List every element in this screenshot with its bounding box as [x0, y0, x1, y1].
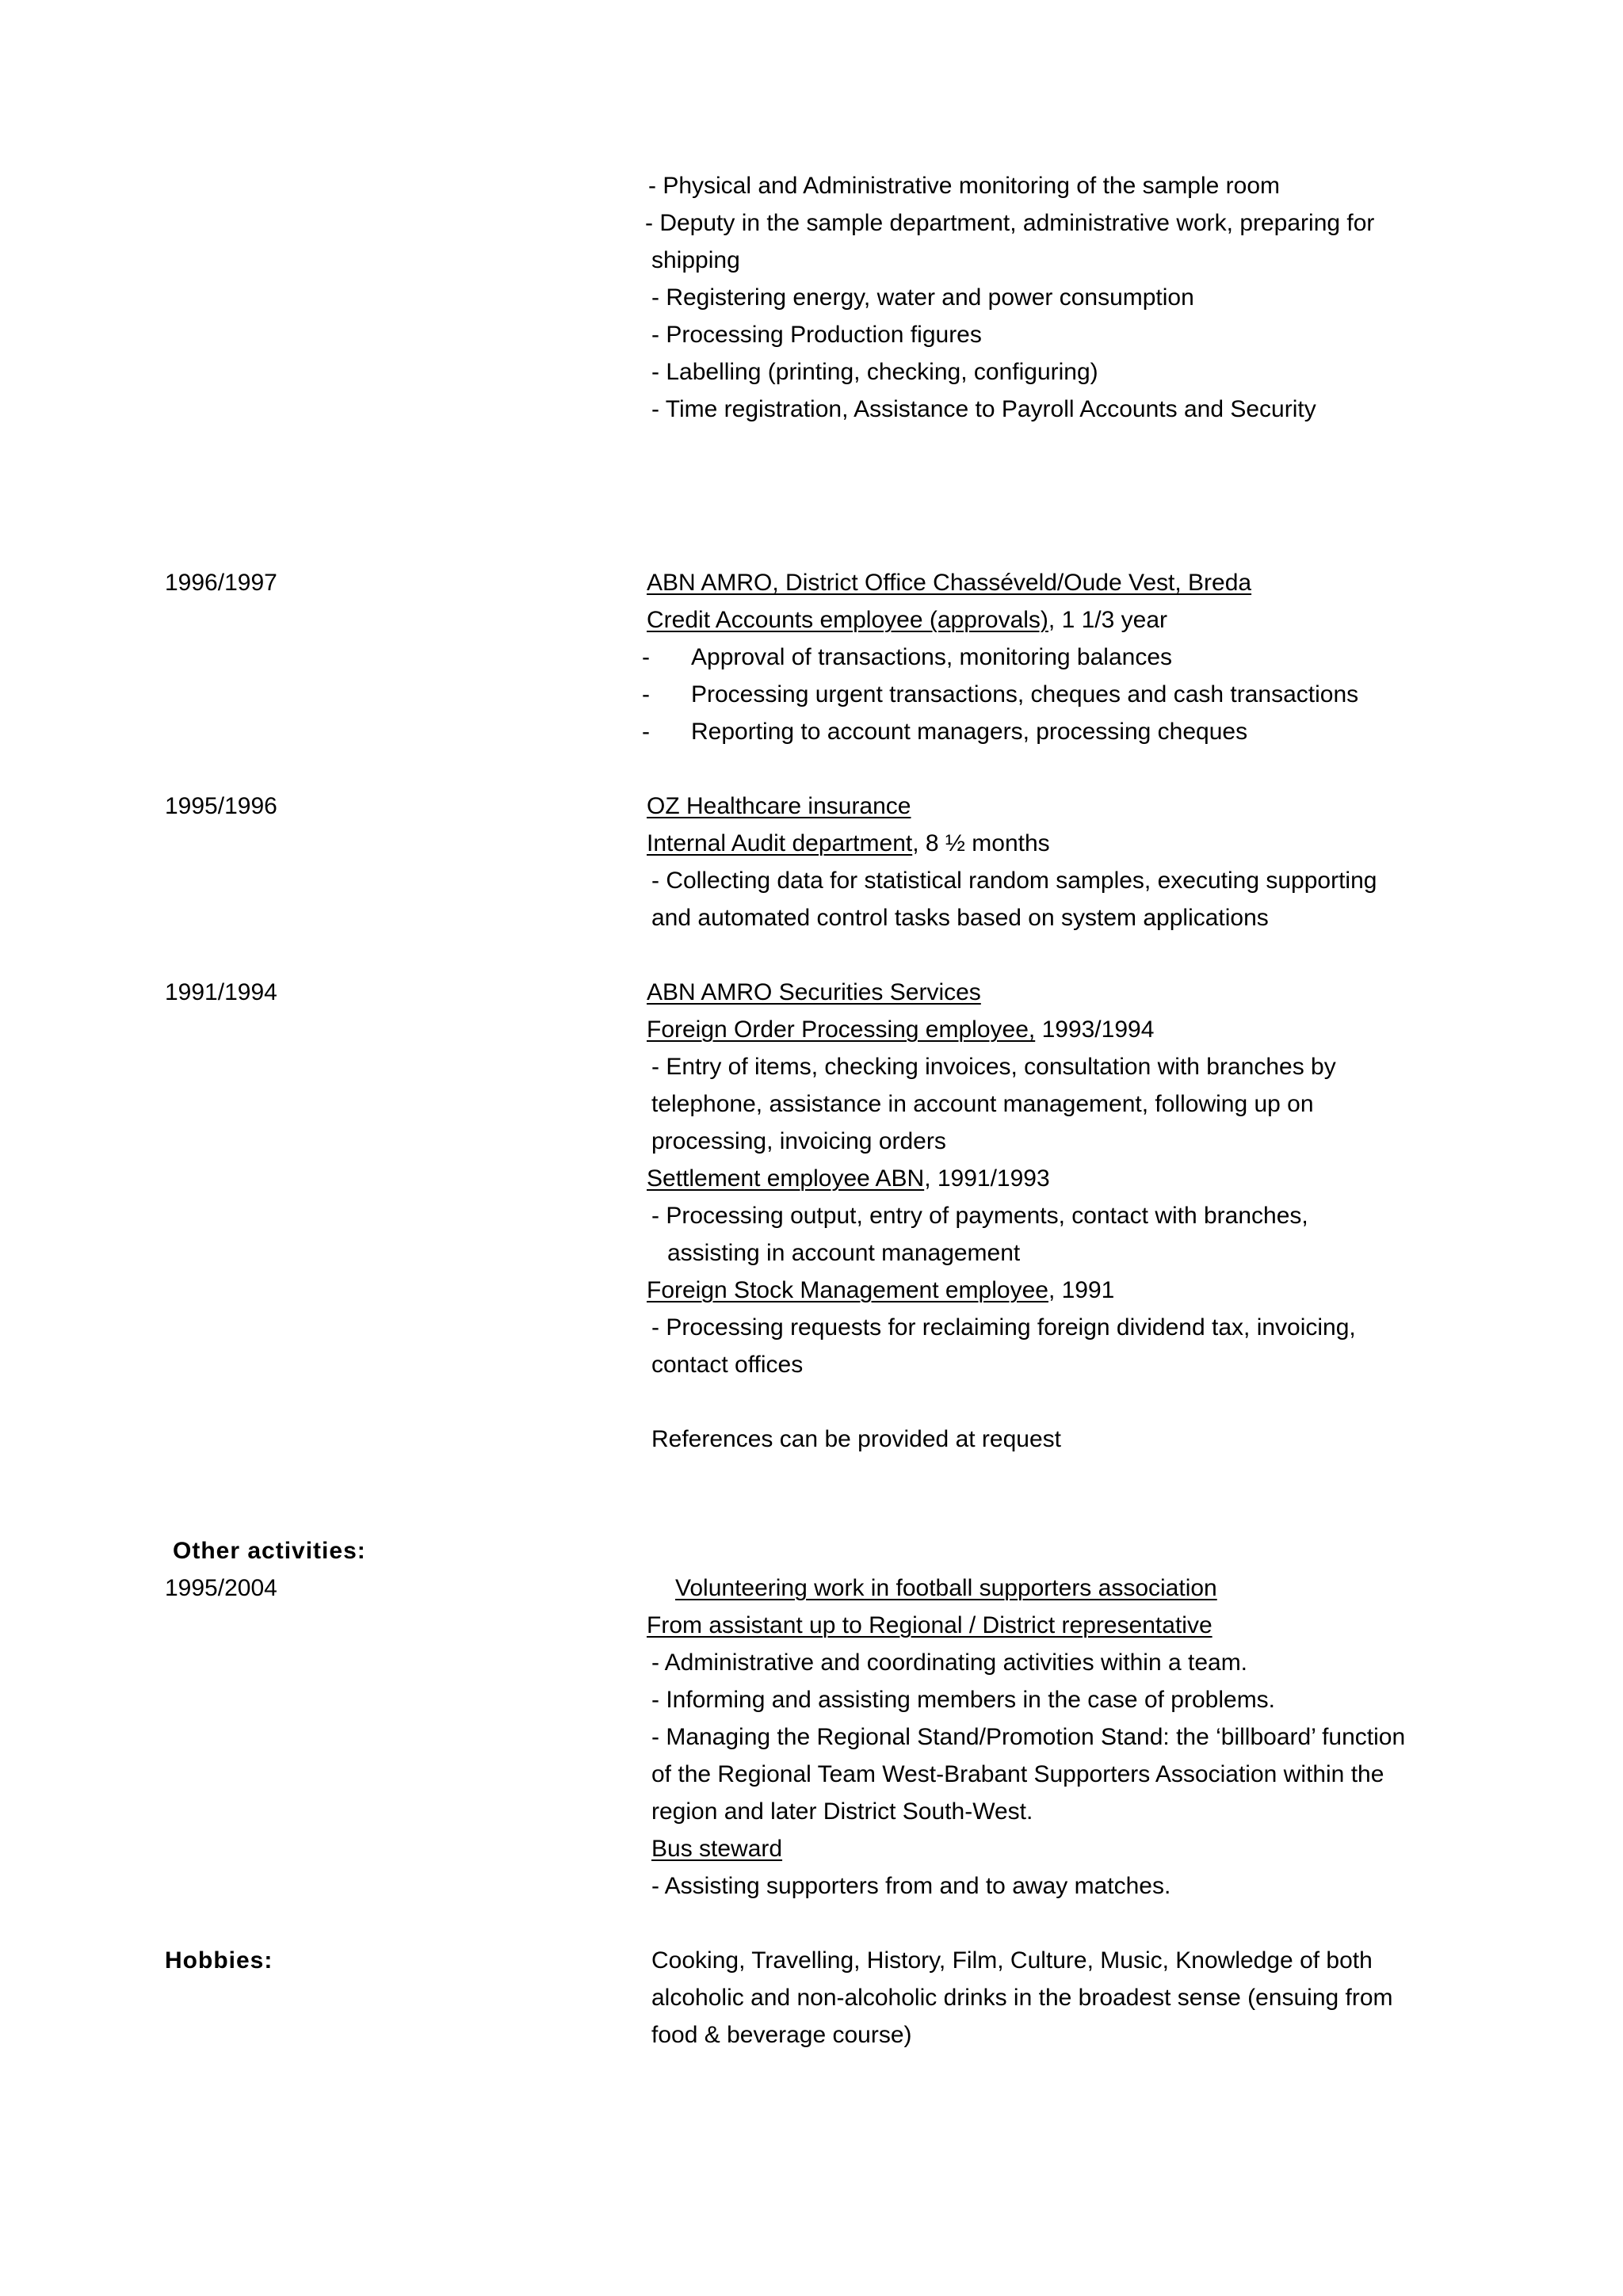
bullet-text: Approval of transactions, monitoring balances — [691, 644, 1173, 670]
employer-oz: OZ Healthcare insurance — [647, 793, 911, 819]
role-foreign-order-duration: 1993/1994 — [1035, 1016, 1155, 1043]
role-foreign-order — [647, 1016, 1154, 1043]
settlement-line-2: assisting in account management — [667, 1240, 1021, 1266]
hobbies-line-2: alcoholic and non-alcoholic drinks in the broadest sense (ensuing from — [651, 1985, 1393, 2011]
top-line-7: - Time registration, Assistance to Payroll Accounts and Security — [651, 396, 1316, 422]
volunteering-role: From assistant up to Regional / District representative — [647, 1612, 1212, 1638]
bullet-dash: - — [642, 719, 650, 745]
year-1995-2004: 1995/2004 — [165, 1575, 277, 1601]
bullet-dash: - — [642, 644, 650, 670]
year-1991: 1991/1994 — [165, 979, 277, 1005]
hobbies-line-3: food & beverage course) — [651, 2022, 912, 2048]
settlement-line-1: - Processing output, entry of payments, contact with branches, — [651, 1203, 1308, 1229]
volunteering-line-1: - Administrative and coordinating activities within a team. — [651, 1650, 1248, 1676]
role-foreign-stock-duration: , 1991 — [1048, 1277, 1115, 1303]
role-credit-accounts-title: Credit Accounts employee (approvals) — [647, 607, 1048, 633]
volunteering-title: Volunteering work in football supporters association — [675, 1575, 1217, 1601]
foreign-stock-line-1: - Processing requests for reclaiming foreign dividend tax, invoicing, — [651, 1314, 1356, 1341]
top-line-3: shipping — [651, 247, 740, 273]
role-foreign-order-title: Foreign Order Processing employee, — [647, 1016, 1036, 1043]
bus-steward-line: - Assisting supporters from and to away matches. — [651, 1873, 1171, 1899]
employer-abn-securities: ABN AMRO Securities Services — [647, 979, 981, 1005]
references-note: References can be provided at request — [651, 1426, 1061, 1452]
role-credit-accounts-duration: , 1 1/3 year — [1048, 607, 1168, 633]
role-internal-audit-title: Internal Audit department — [647, 830, 913, 856]
bullet-text: Processing urgent transactions, cheques and cash transactions — [691, 681, 1359, 707]
role-credit-accounts — [647, 607, 1167, 634]
role-settlement — [647, 1165, 1050, 1192]
top-line-1: - Physical and Administrative monitoring of the sample room — [648, 173, 1281, 199]
top-line-2: - Deputy in the sample department, administrative work, preparing for — [645, 210, 1375, 236]
bullet-dash: - — [642, 681, 650, 707]
bullet-text: Reporting to account managers, processing cheques — [691, 719, 1248, 745]
oz-line-1: - Collecting data for statistical random samples, executing supporting — [651, 868, 1377, 894]
role-foreign-stock — [647, 1277, 1114, 1304]
hobbies-heading: Hobbies: — [165, 1947, 273, 1974]
volunteering-line-3: - Managing the Regional Stand/Promotion Stand: the ‘billboard’ function — [651, 1724, 1406, 1750]
other-activities-heading: Other activities: — [173, 1538, 366, 1564]
volunteering-line-5: region and later District South-West. — [651, 1798, 1033, 1825]
volunteering-line-2: - Informing and assisting members in the case of problems. — [651, 1687, 1276, 1713]
foreign-order-line-1: - Entry of items, checking invoices, consultation with branches by — [651, 1054, 1336, 1080]
top-line-5: - Processing Production figures — [651, 322, 982, 348]
top-line-6: - Labelling (printing, checking, configuring) — [651, 359, 1098, 385]
year-1995: 1995/1996 — [165, 793, 277, 819]
foreign-order-line-2: telephone, assistance in account management, following up on — [651, 1091, 1314, 1117]
bus-steward-role: Bus steward — [651, 1836, 783, 1862]
volunteering-line-4: of the Regional Team West-Brabant Supporters Association within the — [651, 1761, 1384, 1787]
top-line-4: - Registering energy, water and power consumption — [651, 284, 1194, 311]
hobbies-line-1: Cooking, Travelling, History, Film, Culture, Music, Knowledge of both — [651, 1947, 1373, 1974]
foreign-order-line-3: processing, invoicing orders — [651, 1128, 946, 1154]
employer-abn-breda: ABN AMRO, District Office Chasséveld/Oude Vest, Breda — [647, 570, 1252, 596]
year-1996: 1996/1997 — [165, 570, 277, 596]
foreign-stock-line-2: contact offices — [651, 1352, 804, 1378]
role-settlement-title: Settlement employee ABN — [647, 1165, 925, 1192]
role-foreign-stock-title: Foreign Stock Management employee — [647, 1277, 1048, 1303]
role-internal-audit — [647, 830, 1050, 857]
role-internal-audit-duration: , 8 ½ months — [912, 830, 1050, 856]
oz-line-2: and automated control tasks based on system applications — [651, 905, 1269, 931]
role-settlement-duration: , 1991/1993 — [924, 1165, 1050, 1192]
